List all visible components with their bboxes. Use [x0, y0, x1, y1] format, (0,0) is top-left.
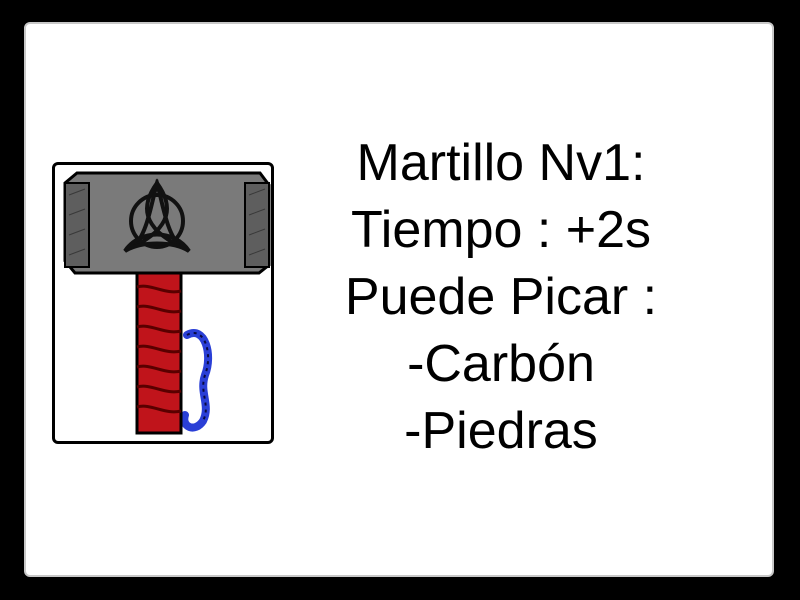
- item-time-bonus: Tiempo : +2s: [350, 201, 652, 259]
- material-stones: -Piedras: [404, 402, 598, 460]
- material-coal: -Carbón: [407, 335, 595, 393]
- hammer-icon: [55, 165, 271, 441]
- item-title: Martillo Nv1:: [356, 134, 646, 192]
- can-mine-label: Puede Picar :: [344, 268, 658, 326]
- item-image-frame: [52, 162, 274, 444]
- item-info-card: [24, 22, 774, 577]
- item-description: [296, 130, 706, 465]
